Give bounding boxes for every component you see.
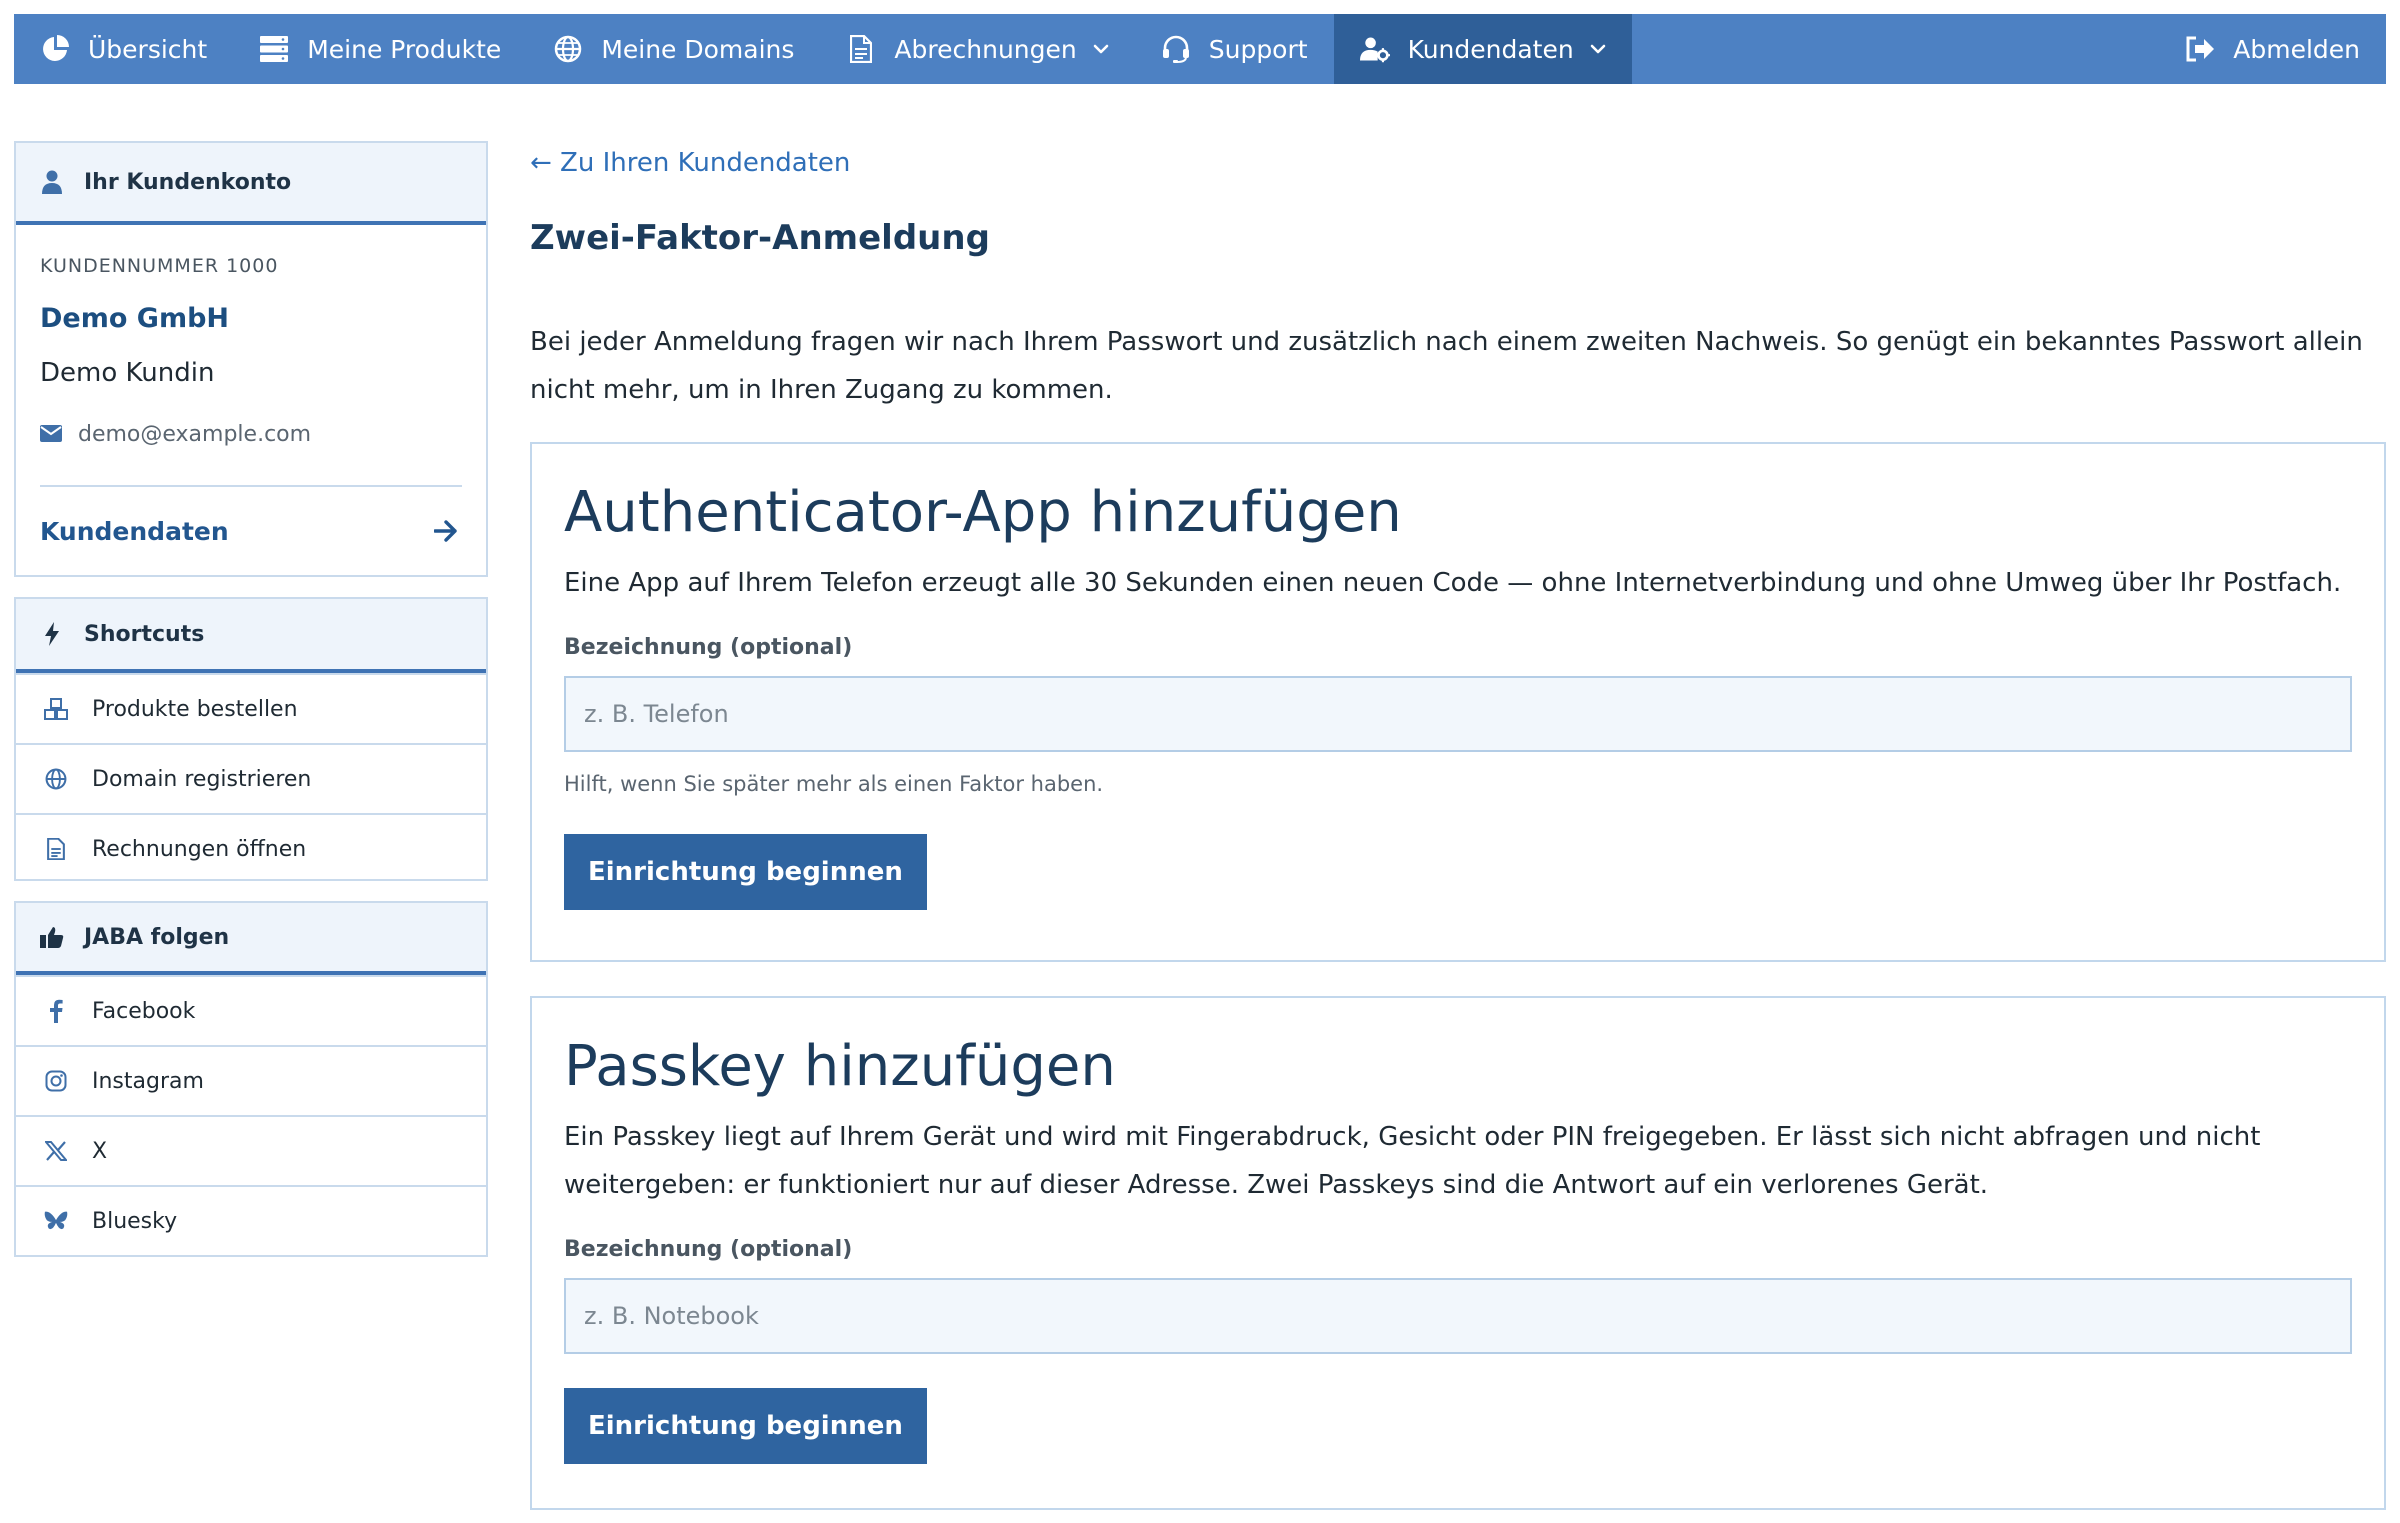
shortcut-label: Domain registrieren (92, 766, 312, 792)
shortcuts-card-title: Shortcuts (84, 621, 205, 647)
passkey-panel-description: Ein Passkey liegt auf Ihrem Gerät und wird mit Fingerabdruck, Gesicht oder PIN freigegeben. Er lässt sich nicht abfragen und nicht weitergeben: er funktioniert nur auf dieser Adresse. Zwei Passkeys sind die Antwort auf ein verlorenes Gerät. (564, 1122, 2261, 1200)
document-icon (44, 837, 68, 861)
shortcuts-card (14, 597, 488, 881)
nav-spacer (1632, 14, 2160, 84)
shortcut-rechnungen-oeffnen[interactable] (16, 813, 486, 883)
follow-label: Instagram (92, 1068, 204, 1094)
follow-facebook[interactable] (16, 975, 486, 1045)
nav-item-kundendaten[interactable] (1334, 14, 1632, 84)
shortcut-produkte-bestellen[interactable] (16, 673, 486, 743)
follow-x[interactable] (16, 1115, 486, 1185)
company-name: Demo GmbH (40, 303, 230, 334)
nav-item-uebersicht[interactable] (14, 14, 233, 84)
chevron-down-icon (1590, 41, 1606, 57)
nav-label: Kundendaten (1407, 34, 1574, 64)
authenticator-panel-description: Eine App auf Ihrem Telefon erzeugt alle 30 Sekunden einen neuen Code — ohne Internetverbindung und ohne Umweg über Ihr Postfach. (564, 568, 2342, 598)
passkey-label-text: Bezeichnung (optional) (564, 1237, 853, 1262)
kundendaten-link-label: Kundendaten (40, 516, 229, 546)
follow-label: Bluesky (92, 1208, 178, 1234)
nav-label: Übersicht (88, 34, 208, 64)
authenticator-setup-button[interactable]: Einrichtung beginnen (564, 834, 927, 910)
top-navigation (14, 14, 2386, 84)
nav-item-abrechnungen[interactable] (820, 14, 1134, 84)
document-icon (846, 34, 876, 64)
nav-item-support[interactable] (1135, 14, 1334, 84)
authenticator-app-panel (530, 442, 2386, 962)
follow-instagram[interactable] (16, 1045, 486, 1115)
facebook-icon (44, 999, 68, 1023)
follow-card-header (16, 903, 486, 975)
envelope-icon (40, 425, 64, 445)
passkey-setup-button[interactable]: Einrichtung beginnen (564, 1388, 927, 1464)
chevron-down-icon (1093, 41, 1109, 57)
shortcuts-card-header (16, 599, 486, 673)
passkey-name-input[interactable] (564, 1278, 2352, 1354)
account-card-title: Ihr Kundenkonto (84, 169, 292, 195)
logout-button[interactable] (2159, 14, 2386, 84)
authenticator-hint-text: Hilft, wenn Sie später mehr als einen Faktor haben. (564, 772, 1104, 796)
follow-card-title: JABA folgen (84, 924, 230, 950)
shortcut-label: Produkte bestellen (92, 696, 298, 722)
nav-item-meine-domains[interactable] (527, 14, 820, 84)
follow-card (14, 901, 488, 1257)
shortcut-domain-registrieren[interactable] (16, 743, 486, 813)
authenticator-name-input[interactable] (564, 676, 2352, 752)
sign-out-icon (2185, 34, 2215, 64)
user-icon (40, 170, 64, 194)
instagram-icon (44, 1069, 68, 1093)
arrow-right-icon (434, 520, 458, 542)
nav-label: Meine Produkte (307, 34, 502, 64)
follow-label: Facebook (92, 998, 196, 1024)
authenticator-label-text: Bezeichnung (optional) (564, 635, 853, 660)
thumbs-up-icon (40, 925, 64, 949)
nav-label: Abrechnungen (894, 34, 1077, 64)
follow-bluesky[interactable] (16, 1185, 486, 1255)
nav-label: Meine Domains (601, 34, 795, 64)
globe-icon (44, 767, 68, 791)
passkey-panel-title: Passkey hinzufügen (564, 1034, 1116, 1099)
page-title: Zwei-Faktor-Anmeldung (530, 218, 990, 258)
back-to-kundendaten-link[interactable]: ← Zu Ihren Kundendaten (530, 148, 851, 178)
shortcut-label: Rechnungen öffnen (92, 836, 307, 862)
customer-number: KUNDENNUMMER 1000 (40, 255, 279, 277)
customer-email (40, 422, 462, 447)
nav-item-meine-produkte[interactable] (233, 14, 527, 84)
globe-icon (553, 34, 583, 64)
bolt-icon (40, 622, 64, 646)
passkey-panel (530, 996, 2386, 1510)
intro-text: Bei jeder Anmeldung fragen wir nach Ihrem Passwort und zusätzlich nach einem zweiten Nachweis. So genügt ein bekanntes Passwort allein nicht mehr, um in Ihren Zugang zu kommen. (530, 327, 2363, 405)
account-card-header (16, 143, 486, 225)
customer-email-text: demo@example.com (78, 422, 312, 447)
account-card (14, 141, 488, 577)
butterfly-icon (44, 1209, 68, 1233)
x-logo-icon (44, 1139, 68, 1163)
user-gear-icon (1360, 34, 1390, 64)
follow-label: X (92, 1138, 108, 1164)
logout-label: Abmelden (2233, 34, 2360, 64)
pie-chart-icon (40, 34, 70, 64)
authenticator-panel-title: Authenticator-App hinzufügen (564, 480, 1402, 545)
customer-name: Demo Kundin (40, 358, 215, 388)
nav-label: Support (1208, 34, 1308, 64)
kundendaten-link[interactable] (40, 487, 462, 575)
cubes-icon (44, 697, 68, 721)
server-icon (259, 34, 289, 64)
headset-icon (1161, 34, 1191, 64)
